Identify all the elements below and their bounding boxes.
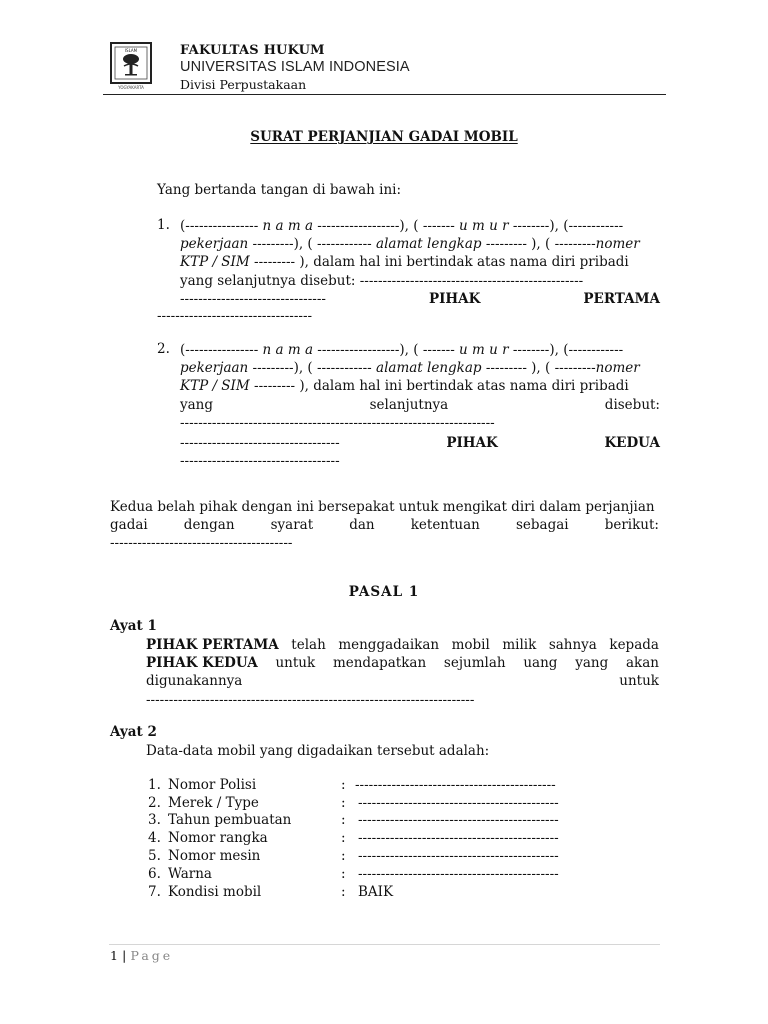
- address-placeholder: alamat lengkap: [376, 236, 482, 253]
- item-colon: :: [341, 866, 346, 882]
- document-title: [0, 129, 768, 145]
- party-role: KEDUA: [604, 434, 660, 451]
- word: akan: [626, 655, 659, 672]
- word: mobil: [451, 637, 490, 653]
- second-party-bold: PIHAK KEDUA: [146, 655, 258, 672]
- word: untuk: [619, 673, 659, 690]
- word: sejumlah: [443, 655, 506, 672]
- clause-1-body: [146, 636, 659, 709]
- item-colon: :: [341, 830, 346, 846]
- word: milik: [502, 637, 537, 653]
- document-title-text: SURAT PERJANJIAN GADAI MOBIL: [250, 129, 518, 145]
- party-1-line-4: yang selanjutnya disebut: -------------------------------------------------: [180, 272, 584, 289]
- clause-2-heading: Ayat 2: [110, 724, 157, 740]
- text: --------), (------------: [508, 342, 624, 358]
- item-number: 2.: [148, 795, 161, 811]
- word: kepada: [609, 637, 659, 653]
- clause-1-line-3: [146, 672, 659, 690]
- footer-separator: |: [121, 948, 127, 963]
- text: ------------------), ( -------: [313, 342, 460, 358]
- item-number: 1.: [148, 777, 161, 793]
- party-1-line-6: ----------------------------------: [157, 308, 313, 324]
- footer-divider: [109, 944, 660, 945]
- item-value: --------------------------------------------: [358, 812, 559, 828]
- text: --------), (------------: [508, 218, 624, 234]
- word: digunakannya: [146, 673, 243, 690]
- id-number-placeholder: nomer: [595, 360, 640, 377]
- item-value: --------------------------------------------: [358, 866, 559, 882]
- name-placeholder: n a m a: [262, 342, 314, 358]
- text: ---------), ( ------------: [248, 360, 377, 377]
- address-placeholder: alamat lengkap: [376, 360, 482, 377]
- word: syarat: [270, 517, 314, 534]
- id-type-placeholder: KTP / SIM: [180, 254, 250, 271]
- division-name: Divisi Perpustakaan: [180, 77, 307, 92]
- clause-1-heading: Ayat 1: [110, 618, 157, 634]
- text: ---------), ( ------------: [248, 236, 377, 253]
- text: ------------------), ( -------: [313, 218, 460, 234]
- text: --------- ), ( ---------: [481, 360, 596, 377]
- agreement-line-1: Kedua belah pihak dengan ini bersepakat untuk mengikat diri dalam perjanjian: [110, 499, 655, 515]
- word: untuk: [275, 655, 316, 672]
- item-number: 7.: [148, 884, 161, 900]
- item-number: 3.: [148, 812, 161, 828]
- item-label: Nomor rangka: [168, 830, 268, 846]
- word: yang: [575, 655, 609, 672]
- agreement-paragraph: [110, 498, 659, 553]
- party-2-line-7: -----------------------------------: [180, 453, 340, 470]
- party-1-number: 1.: [157, 217, 170, 233]
- party-1-line-5: [180, 290, 660, 308]
- word: telah: [291, 637, 326, 653]
- occupation-placeholder: pekerjaan: [180, 360, 249, 377]
- id-type-placeholder: KTP / SIM: [180, 378, 250, 395]
- word: dengan: [183, 517, 235, 534]
- party-label: PIHAK: [446, 434, 498, 451]
- university-name: UNIVERSITAS ISLAM INDONESIA: [180, 59, 410, 75]
- clause-2-intro: Data-data mobil yang digadaikan tersebut adalah:: [146, 743, 490, 759]
- party-1-line-1: [180, 217, 660, 235]
- text: --------- ), ( ---------: [481, 236, 596, 253]
- agreement-line-2: [110, 516, 659, 534]
- intro-text: Yang bertanda tangan di bawah ini:: [157, 182, 402, 198]
- word: ketentuan: [410, 517, 480, 534]
- party-label: PIHAK: [428, 290, 481, 307]
- text: (----------------: [180, 218, 263, 234]
- item-label: Tahun pembuatan: [168, 812, 292, 828]
- article-title: PASAL 1: [348, 584, 420, 600]
- item-value: --------------------------------------------: [358, 848, 559, 864]
- party-2-line-1: [180, 341, 660, 359]
- text: yang: [180, 396, 214, 413]
- word: sahnya: [548, 637, 597, 653]
- item-value: BAIK: [358, 884, 394, 900]
- faculty-name: FAKULTAS HUKUM: [180, 43, 325, 58]
- clause-1-line-4: ------------------------------------------------------------------------: [146, 691, 475, 708]
- page-footer: [110, 948, 173, 963]
- text: disebut:: [604, 396, 660, 413]
- text: selanjutnya: [369, 396, 449, 413]
- item-label: Kondisi mobil: [168, 884, 262, 900]
- item-colon: :: [341, 812, 346, 828]
- word: dan: [349, 517, 375, 534]
- party-2-block: [180, 341, 660, 470]
- item-colon: :: [341, 777, 346, 793]
- party-1-line-2: [180, 235, 660, 253]
- university-emblem-icon: [109, 42, 161, 92]
- clause-1-line-2: [146, 654, 659, 672]
- word: gadai: [110, 517, 148, 534]
- age-placeholder: u m u r: [459, 342, 509, 358]
- clause-1-line-1: [146, 636, 659, 654]
- word: mendapatkan: [332, 655, 427, 672]
- party-2-line-6: [180, 434, 660, 452]
- party-2-line-2: [180, 359, 660, 377]
- item-value: --------------------------------------------: [358, 795, 559, 811]
- page-number: 1: [110, 948, 118, 963]
- party-1-block: [180, 217, 660, 308]
- header-divider: [103, 94, 666, 95]
- age-placeholder: u m u r: [459, 218, 509, 234]
- id-number-placeholder: nomer: [595, 236, 640, 253]
- page-label: Page: [130, 948, 174, 963]
- party-2-line-5: ---------------------------------------------------------------------: [180, 414, 495, 431]
- party-2-number: 2.: [157, 341, 170, 357]
- item-label: Nomor mesin: [168, 848, 261, 864]
- party-2-line-4: [180, 396, 660, 414]
- party-role: PERTAMA: [583, 290, 660, 307]
- text: (----------------: [180, 342, 263, 358]
- word: sebagai: [515, 517, 569, 534]
- word: menggadaikan: [338, 637, 440, 653]
- item-colon: :: [341, 795, 346, 811]
- occupation-placeholder: pekerjaan: [180, 236, 249, 253]
- item-colon: :: [341, 884, 346, 900]
- text: --------- ), dalam hal ini bertindak atas nama diri pribadi: [249, 378, 629, 395]
- item-number: 6.: [148, 866, 161, 882]
- first-party-bold: PIHAK PERTAMA: [146, 637, 279, 653]
- item-value: --------------------------------------------: [358, 830, 559, 846]
- word: uang: [523, 655, 558, 672]
- item-label: Merek / Type: [168, 795, 259, 811]
- svg-text:ISLAM: ISLAM: [124, 48, 138, 53]
- name-placeholder: n a m a: [262, 218, 314, 234]
- item-value: --------------------------------------------: [355, 777, 556, 793]
- text: --------------------------------: [180, 290, 326, 307]
- svg-text:YOGYAKARTA: YOGYAKARTA: [118, 85, 144, 90]
- item-label: Warna: [168, 866, 212, 882]
- party-2-line-3: [180, 377, 660, 395]
- item-colon: :: [341, 848, 346, 864]
- item-number: 4.: [148, 830, 161, 846]
- text: -----------------------------------: [180, 434, 340, 451]
- party-1-line-3: [180, 253, 660, 271]
- item-number: 5.: [148, 848, 161, 864]
- word: berikut:: [604, 517, 659, 534]
- text: --------- ), dalam hal ini bertindak atas nama diri pribadi: [249, 254, 629, 271]
- agreement-line-3: ----------------------------------------: [110, 535, 293, 552]
- item-label: Nomor Polisi: [168, 777, 257, 793]
